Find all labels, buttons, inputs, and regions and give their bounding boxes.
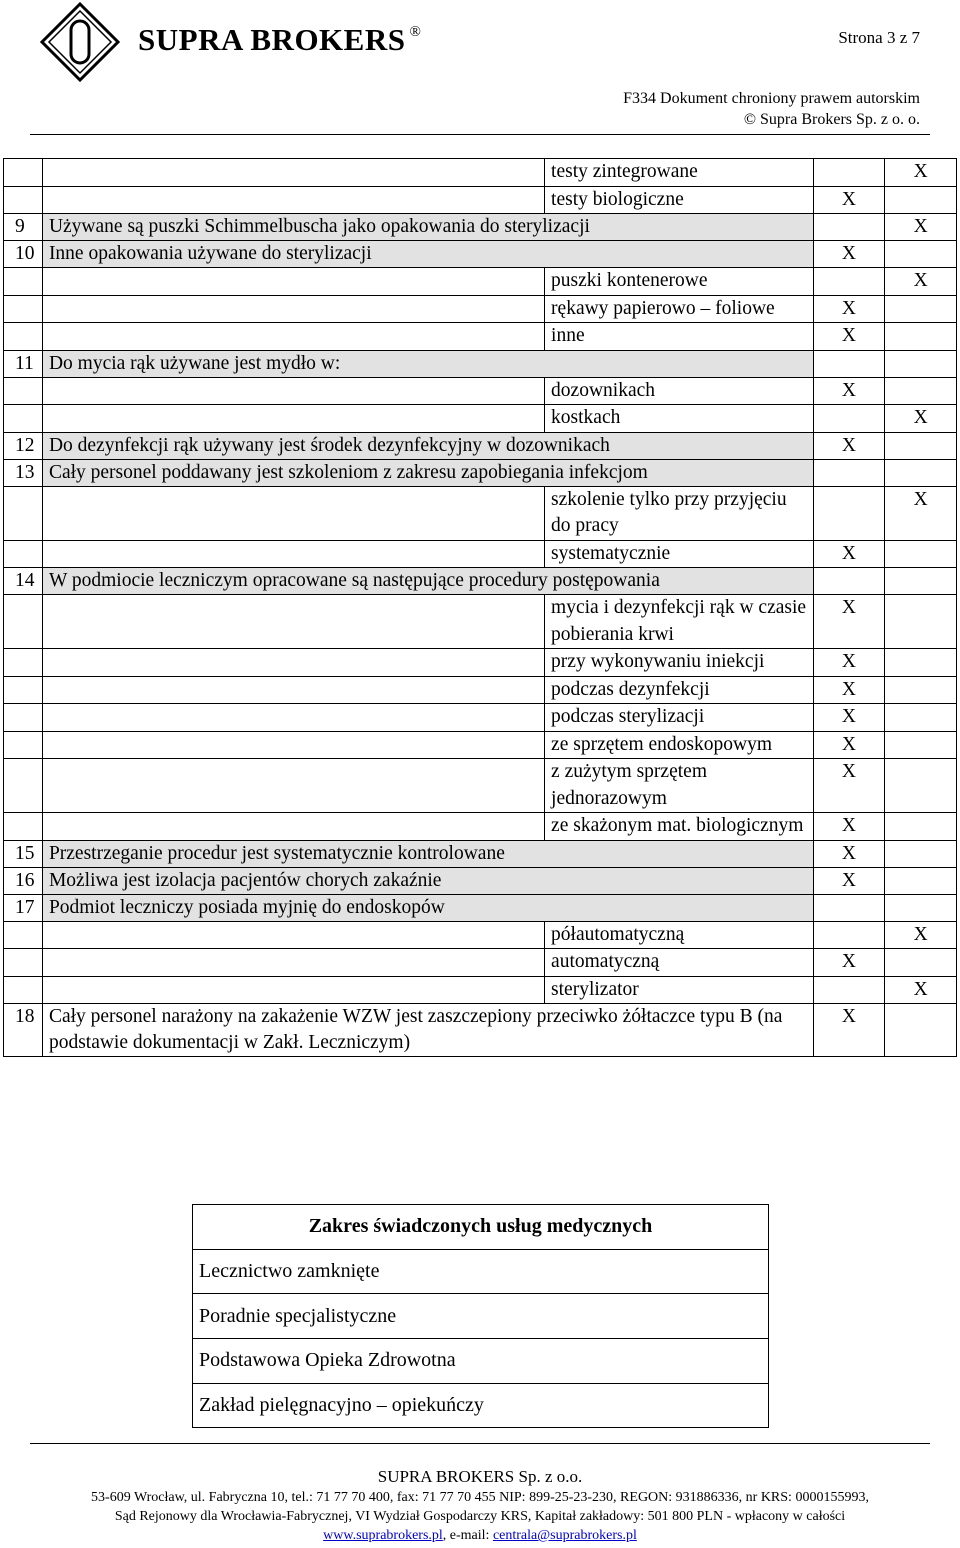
mark-column-1: X	[813, 432, 885, 459]
empty-cell	[42, 976, 544, 1004]
mark-column-1: X	[813, 676, 885, 704]
option-label: podczas sterylizacji	[545, 704, 813, 732]
question-number: 16	[4, 867, 43, 894]
option-label: testy zintegrowane	[545, 159, 813, 187]
checklist-table	[3, 158, 957, 1057]
mark-column-2: X	[885, 921, 957, 949]
empty-cell	[4, 813, 43, 841]
mark-column-1	[813, 159, 885, 187]
empty-cell	[42, 921, 544, 949]
mark-column-2: X	[885, 405, 957, 433]
mark-column-1: X	[813, 595, 885, 649]
mark-column-2	[885, 894, 957, 921]
question-text: Cały personel narażony na zakażenie WZW jest zaszczepiony przeciwko żółtaczce typu B (na podstawie dokumentacji w Zakł. Leczniczym)	[42, 1004, 813, 1057]
empty-cell	[4, 186, 43, 214]
header-divider	[30, 134, 930, 135]
question-number: 15	[4, 840, 43, 867]
checklist-row	[4, 295, 957, 323]
option-label: mycia i dezynfekcji rąk w czasie pobierania krwi	[545, 595, 813, 649]
question-text: Inne opakowania używane do sterylizacji	[42, 241, 813, 268]
mark-column-1: X	[813, 704, 885, 732]
checklist-row	[4, 840, 957, 867]
option-label: testy biologiczne	[545, 186, 813, 214]
mark-column-2: X	[885, 159, 957, 187]
empty-cell	[4, 731, 43, 759]
option-label: inne	[545, 323, 813, 351]
empty-cell	[4, 595, 43, 649]
mark-column-2	[885, 295, 957, 323]
checklist-row	[4, 867, 957, 894]
mark-column-2	[885, 731, 957, 759]
checklist-row	[4, 405, 957, 433]
doc-protection-line: F334 Dokument chroniony prawem autorskim	[623, 90, 920, 107]
scope-title: Zakres świadczonych usług medycznych	[193, 1205, 769, 1250]
question-number: 14	[4, 568, 43, 595]
scope-item: Podstawowa Opieka Zdrowotna	[193, 1339, 769, 1384]
empty-cell	[42, 704, 544, 732]
scope-item: Lecznictwo zamknięte	[193, 1249, 769, 1294]
question-number: 11	[4, 350, 43, 377]
question-number: 13	[4, 459, 43, 486]
empty-cell	[4, 486, 43, 540]
checklist-row	[4, 813, 957, 841]
empty-cell	[4, 377, 43, 405]
checklist-row	[4, 894, 957, 921]
option-label: sterylizator	[545, 976, 813, 1004]
empty-cell	[42, 295, 544, 323]
checklist-row	[4, 1004, 957, 1057]
empty-cell	[42, 159, 544, 187]
empty-cell	[42, 486, 544, 540]
empty-cell	[4, 649, 43, 677]
mark-column-2	[885, 241, 957, 268]
question-number: 18	[4, 1004, 43, 1057]
checklist-row	[4, 949, 957, 977]
empty-cell	[4, 540, 43, 568]
checklist-row	[4, 350, 957, 377]
mark-column-2	[885, 459, 957, 486]
empty-cell	[42, 676, 544, 704]
checklist-row	[4, 486, 957, 540]
mark-column-1	[813, 568, 885, 595]
page-number: Strona 3 z 7	[838, 28, 920, 47]
checklist-row	[4, 186, 957, 214]
empty-cell	[42, 759, 544, 813]
mark-column-1	[813, 459, 885, 486]
mark-column-1: X	[813, 295, 885, 323]
mark-column-1	[813, 268, 885, 296]
empty-cell	[42, 813, 544, 841]
mark-column-1	[813, 976, 885, 1004]
checklist-row	[4, 704, 957, 732]
mark-column-2	[885, 377, 957, 405]
checklist-row	[4, 214, 957, 241]
checklist-row	[4, 268, 957, 296]
mark-column-2	[885, 540, 957, 568]
footer-registry: Sąd Rejonowy dla Wrocławia-Fabrycznej, VI Wydział Gospodarczy KRS, Kapitał zakładowy: 501 800 PLN - wpłacony w całości	[114, 1509, 846, 1524]
website-link[interactable]: www.suprabrokers.pl	[323, 1528, 443, 1543]
mark-column-1: X	[813, 186, 885, 214]
option-label: puszki kontenerowe	[545, 268, 813, 296]
question-number: 17	[4, 894, 43, 921]
option-label: systematycznie	[545, 540, 813, 568]
empty-cell	[4, 405, 43, 433]
empty-cell	[4, 159, 43, 187]
empty-cell	[42, 268, 544, 296]
mark-column-1: X	[813, 840, 885, 867]
email-label: , e-mail:	[442, 1528, 493, 1543]
option-label: automatyczną	[545, 949, 813, 977]
scope-item: Zakład pielęgnacyjno – opiekuńczy	[193, 1383, 769, 1428]
mark-column-1	[813, 921, 885, 949]
option-label: kostkach	[545, 405, 813, 433]
empty-cell	[42, 949, 544, 977]
mark-column-2: X	[885, 486, 957, 540]
copyright-note	[623, 88, 920, 130]
footer-address: 53-609 Wrocław, ul. Fabryczna 10, tel.: 71 77 70 400, fax: 71 77 70 455 NIP: 899-25-23-230, REGON: 931886336, nr KRS: 0000155993,	[91, 1490, 869, 1505]
footer-divider	[30, 1443, 930, 1444]
supra-brokers-logo-icon	[40, 2, 120, 82]
question-text: Podmiot leczniczy posiada myjnię do endoskopów	[42, 894, 813, 921]
empty-cell	[4, 676, 43, 704]
checklist-row	[4, 241, 957, 268]
scope-item: Poradnie specjalistyczne	[193, 1294, 769, 1339]
empty-cell	[4, 323, 43, 351]
option-label: szkolenie tylko przy przyjęciu do pracy	[545, 486, 813, 540]
question-text: Możliwa jest izolacja pacjentów chorych zakaźnie	[42, 867, 813, 894]
checklist-row	[4, 432, 957, 459]
empty-cell	[42, 405, 544, 433]
empty-cell	[42, 323, 544, 351]
option-label: ze sprzętem endoskopowym	[545, 731, 813, 759]
scope-table	[192, 1204, 769, 1428]
empty-cell	[42, 186, 544, 214]
mark-column-1: X	[813, 323, 885, 351]
brand-name: SUPRA BROKERS ®	[138, 22, 422, 57]
empty-cell	[4, 295, 43, 323]
empty-cell	[4, 949, 43, 977]
mark-column-2	[885, 432, 957, 459]
mark-column-1	[813, 486, 885, 540]
question-text: Używane są puszki Schimmelbuscha jako opakowania do sterylizacji	[42, 214, 813, 241]
mark-column-1	[813, 894, 885, 921]
question-number: 12	[4, 432, 43, 459]
mark-column-1: X	[813, 377, 885, 405]
email-link[interactable]: centrala@suprabrokers.pl	[492, 1528, 637, 1543]
mark-column-1	[813, 350, 885, 377]
checklist-row	[4, 159, 957, 187]
checklist-row	[4, 377, 957, 405]
empty-cell	[4, 759, 43, 813]
footer-contact	[0, 1526, 960, 1545]
mark-column-2	[885, 676, 957, 704]
option-label: rękawy papierowo – foliowe	[545, 295, 813, 323]
mark-column-1: X	[813, 649, 885, 677]
checklist-row	[4, 759, 957, 813]
checklist-row	[4, 323, 957, 351]
checklist-row	[4, 540, 957, 568]
empty-cell	[4, 976, 43, 1004]
mark-column-1	[813, 405, 885, 433]
mark-column-2: X	[885, 214, 957, 241]
question-number: 9	[4, 214, 43, 241]
mark-column-2	[885, 186, 957, 214]
empty-cell	[42, 377, 544, 405]
footer	[0, 1466, 960, 1545]
checklist-row	[4, 676, 957, 704]
mark-column-2	[885, 759, 957, 813]
question-text: W podmiocie leczniczym opracowane są następujące procedury postępowania	[42, 568, 813, 595]
mark-column-1: X	[813, 949, 885, 977]
mark-column-2	[885, 1004, 957, 1057]
question-text: Do mycia rąk używane jest mydło w:	[42, 350, 813, 377]
mark-column-2	[885, 704, 957, 732]
checklist-row	[4, 459, 957, 486]
mark-column-1	[813, 214, 885, 241]
checklist-row	[4, 921, 957, 949]
mark-column-2	[885, 813, 957, 841]
question-text: Przestrzeganie procedur jest systematycznie kontrolowane	[42, 840, 813, 867]
mark-column-1: X	[813, 1004, 885, 1057]
empty-cell	[4, 704, 43, 732]
empty-cell	[42, 595, 544, 649]
mark-column-2	[885, 840, 957, 867]
mark-column-2: X	[885, 268, 957, 296]
mark-column-1: X	[813, 867, 885, 894]
empty-cell	[42, 540, 544, 568]
mark-column-1: X	[813, 813, 885, 841]
option-label: z zużytym sprzętem jednorazowym	[545, 759, 813, 813]
footer-company: SUPRA BROKERS Sp. z o.o.	[377, 1467, 583, 1486]
mark-column-2	[885, 595, 957, 649]
option-label: półautomatyczną	[545, 921, 813, 949]
checklist-row	[4, 731, 957, 759]
mark-column-2	[885, 867, 957, 894]
mark-column-2	[885, 649, 957, 677]
mark-column-2: X	[885, 976, 957, 1004]
question-number: 10	[4, 241, 43, 268]
checklist-row	[4, 568, 957, 595]
mark-column-1: X	[813, 759, 885, 813]
empty-cell	[4, 921, 43, 949]
checklist-row	[4, 595, 957, 649]
option-label: przy wykonywaniu iniekcji	[545, 649, 813, 677]
question-text: Cały personel poddawany jest szkoleniom z zakresu zapobiegania infekcjom	[42, 459, 813, 486]
mark-column-1: X	[813, 731, 885, 759]
empty-cell	[4, 268, 43, 296]
empty-cell	[42, 731, 544, 759]
option-label: ze skażonym mat. biologicznym	[545, 813, 813, 841]
option-label: podczas dezynfekcji	[545, 676, 813, 704]
mark-column-1: X	[813, 241, 885, 268]
option-label: dozownikach	[545, 377, 813, 405]
mark-column-2	[885, 323, 957, 351]
mark-column-2	[885, 568, 957, 595]
question-text: Do dezynfekcji rąk używany jest środek dezynfekcyjny w dozownikach	[42, 432, 813, 459]
mark-column-2	[885, 949, 957, 977]
doc-copyright-line: © Supra Brokers Sp. z o. o.	[743, 111, 920, 128]
checklist-row	[4, 649, 957, 677]
mark-column-2	[885, 350, 957, 377]
mark-column-1: X	[813, 540, 885, 568]
checklist-row	[4, 976, 957, 1004]
empty-cell	[42, 649, 544, 677]
